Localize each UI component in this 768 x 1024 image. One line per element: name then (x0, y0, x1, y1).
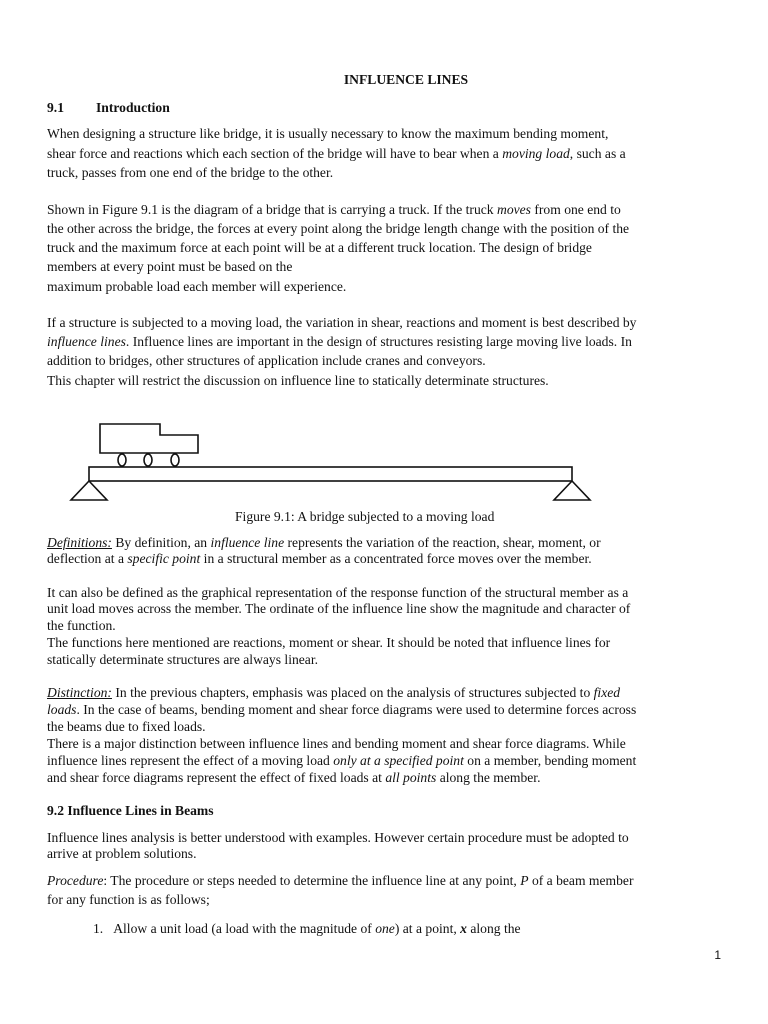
paragraph-line: the other across the bridge, the forces at every point along the bridge length change with the position of the (47, 221, 630, 236)
truck-wheel (118, 454, 126, 466)
paragraph-line: This chapter will restrict the discussion on influence line to statically determinate structures. (47, 373, 549, 388)
paragraph-line: The functions here mentioned are reactions, moment or shear. It should be noted that influence lines for (47, 635, 611, 650)
list-item: 1. Allow a unit load (a load with the magnitude of one) at a point, x along the (93, 921, 521, 936)
paragraph-line: Procedure: The procedure or steps needed to determine the influence line at any point, P of a beam member (47, 873, 634, 888)
paragraph-line: loads. In the case of beams, bending moment and shear force diagrams were used to determine forces across (47, 702, 637, 717)
paragraph-line: There is a major distinction between influence lines and bending moment and shear force diagrams. While (47, 736, 626, 751)
page-number: 1 (714, 948, 721, 962)
bridge-deck (89, 467, 572, 481)
paragraph-line: If a structure is subjected to a moving load, the variation in shear, reactions and moment is best described by (47, 315, 637, 330)
paragraph-line: deflection at a specific point in a structural member as a concentrated force moves over the member. (47, 551, 592, 566)
list-number: 1. (93, 921, 104, 936)
paragraph-line: the beams due to fixed loads. (47, 719, 206, 734)
truck-body (100, 424, 198, 453)
paragraph-line: unit load moves across the member. The ordinate of the influence line show the magnitude and character of (47, 601, 631, 616)
paragraph-line: truck, passes from one end of the bridge to the other. (47, 165, 334, 180)
paragraph-line: shear force and reactions which each section of the bridge will have to bear when a moving load, such as a (47, 146, 626, 161)
figure-caption: Figure 9.1: A bridge subjected to a moving load (235, 509, 495, 524)
truck-wheel (171, 454, 179, 466)
paragraph-line: Definitions: By definition, an influence line represents the variation of the reaction, shear, moment, or (47, 535, 601, 550)
paragraph-line: members at every point must be based on the (47, 259, 293, 274)
paragraph-line: influence lines. Influence lines are important in the design of structures resisting large moving live loads. In (47, 334, 632, 349)
paragraph-line: It can also be defined as the graphical representation of the response function of the structural member as a (47, 585, 629, 600)
paragraph-line: Distinction: In the previous chapters, emphasis was placed on the analysis of structures subjected to fixed (47, 685, 621, 700)
paragraph-line: the function. (47, 618, 116, 633)
definitions-label: Definitions: (47, 535, 112, 550)
paragraph-line: influence lines represent the effect of a moving load only at a specified point on a member, bending moment (47, 753, 637, 768)
page-title: INFLUENCE LINES (343, 72, 469, 87)
paragraph-line: and shear force diagrams represent the effect of fixed loads at all points along the member. (47, 770, 541, 785)
section-number: 9.1 (47, 100, 64, 115)
truck-wheel (144, 454, 152, 466)
procedure-label: Procedure (47, 873, 104, 888)
paragraph-line: Shown in Figure 9.1 is the diagram of a bridge that is carrying a truck. If the truck moves from one end to (47, 202, 621, 217)
paragraph-line: truck and the maximum force at each point will be at a different truck location. The design of bridge (47, 240, 592, 255)
right-support (554, 481, 590, 500)
paragraph-line: arrive at problem solutions. (47, 846, 197, 861)
section-title: Introduction (96, 100, 170, 115)
distinction-label: Distinction: (47, 685, 112, 700)
paragraph-line: addition to bridges, other structures of application include cranes and conveyors. (47, 353, 486, 368)
paragraph-line: for any function is as follows; (47, 892, 210, 907)
left-support (71, 481, 107, 500)
section-heading-9-2: 9.2 Influence Lines in Beams (47, 803, 214, 818)
paragraph-line: Influence lines analysis is better understood with examples. However certain procedure must be adopted to (47, 830, 629, 845)
paragraph-line: maximum probable load each member will experience. (47, 279, 347, 294)
paragraph-line: When designing a structure like bridge, it is usually necessary to know the maximum bending moment, (47, 126, 609, 141)
paragraph-line: statically determinate structures are always linear. (47, 652, 319, 667)
